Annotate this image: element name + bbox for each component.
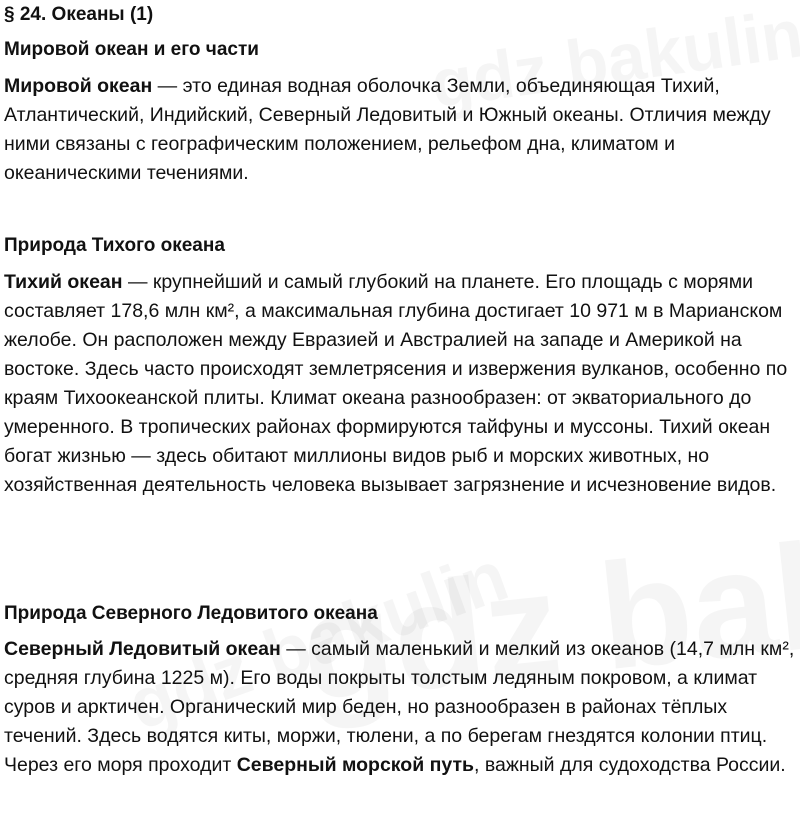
- paragraph-text: — это единая водная оболочка Земли, объединяющая Тихий, Атлантический, Индийский, Северный Ледовитый и Южный океаны. Отличия между ними связаны с географическим положением, рельефом дна, климатом и океаническими течениями.: [4, 75, 771, 184]
- term-arctic: Северный Ледовитый океан: [4, 638, 281, 660]
- paragraph-arctic: [4, 635, 796, 780]
- section-title-pacific: Природа Тихого океана: [4, 235, 225, 256]
- section-title-world-ocean: Мировой океан и его части: [4, 39, 259, 60]
- paragraph-pacific: [4, 268, 796, 500]
- paragraph-text: , важный для судоходства России.: [474, 754, 786, 776]
- term-world-ocean: Мировой океан: [4, 75, 153, 97]
- paragraph-text: — крупнейший и самый глубокий на планете. Его площадь с морями составляет 178,6 млн км², а максимальная глубина достигает 10 971 м в Марианском желобе. Он расположен между Евразией и Австралией на западе и Америкой на востоке. Здесь часто происходят землетрясения и извержения вулканов, особенно по краям Тихоокеанской плиты. Климат океана разнообразен: от экваториального до умеренного. В тропических районах формируются тайфуны и муссоны. Тихий океан богат жизнью — здесь обитают миллионы видов рыб и морских животных, но хозяйственная деятельность человека вызывает загрязнение и исчезновение видов.: [4, 271, 788, 496]
- term-northern-sea-route: Северный морской путь: [236, 754, 475, 776]
- page-title: § 24. Океаны (1): [4, 4, 154, 25]
- term-pacific: Тихий океан: [4, 271, 123, 293]
- paragraph-world-ocean: [4, 72, 796, 188]
- paragraph-text: — самый маленький и мелкий из океанов (14,7 млн км², средняя глубина 1225 м). Его воды покрыты толстым ледяным покровом, а климат суров и арктичен. Органический мир беден, но разнообразен в районах тёплых течений. Здесь водятся киты, моржи, тюлени, а по берегам гнездятся колонии птиц. Через его моря проходит: [4, 638, 795, 776]
- section-title-arctic: Природа Северного Ледовитого океана: [4, 603, 378, 624]
